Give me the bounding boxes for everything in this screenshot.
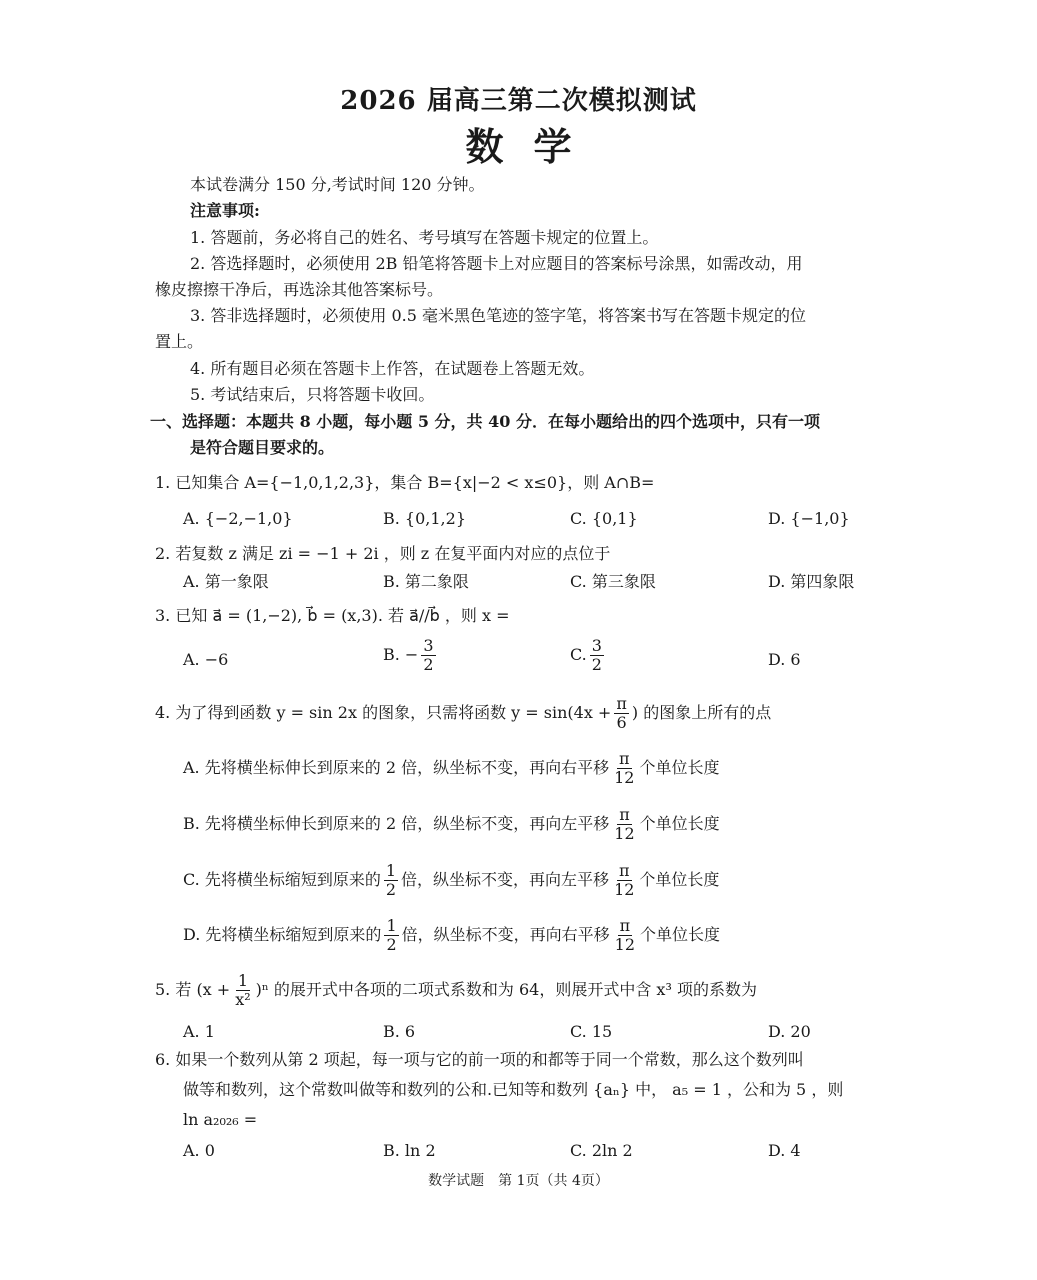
- stem-text: 5. 若 (x +: [155, 980, 231, 999]
- note-3-line-2: 置上。: [155, 332, 204, 351]
- denominator: 12: [614, 824, 635, 843]
- denominator: 2: [386, 935, 397, 954]
- option-text: 个单位长度: [639, 870, 720, 889]
- question-3-option-d: D. 6: [768, 650, 801, 669]
- numerator: π: [619, 749, 630, 768]
- question-1-option-a: A. {−2,−1,0}: [183, 509, 293, 528]
- option-text: 个单位长度: [639, 814, 720, 833]
- question-2-option-c: C. 第三象限: [570, 572, 656, 591]
- fraction: [233, 972, 252, 1009]
- stem-text: ) 的图象上所有的点: [631, 703, 772, 722]
- page-footer: 数学试题 第 1页（共 4页）: [428, 1173, 609, 1189]
- section-heading-line-1: 一、选择题：本题共 8 小题，每小题 5 分，共 40 分．在每小题给出的四个选项中，只有一项: [150, 412, 820, 431]
- question-1-option-d: D. {−1,0}: [768, 509, 850, 528]
- option-text: C. 先将横坐标缩短到原来的: [183, 870, 381, 889]
- note-1: 1. 答题前，务必将自己的姓名、考号填写在答题卡规定的位置上。: [190, 228, 659, 247]
- intro-line: 本试卷满分 150 分,考试时间 120 分钟。: [190, 175, 485, 194]
- subject-title: 数学: [465, 124, 602, 169]
- question-5-stem: [155, 972, 757, 1009]
- fraction: [384, 917, 398, 954]
- question-1-option-c: C. {0,1}: [570, 509, 638, 528]
- question-3-stem: 3. 已知 a⃗ = (1,−2), b⃗ = (x,3). 若 a⃗//b⃗ ，则 x =: [155, 606, 510, 625]
- question-6-line-1: 6. 如果一个数列从第 2 项起，每一项与它的前一项的和都等于同一个常数，那么这个数列叫: [155, 1050, 804, 1069]
- question-3-option-b: [383, 637, 439, 674]
- option-text: 倍，纵坐标不变，再向左平移: [401, 870, 610, 889]
- numerator: π: [618, 861, 630, 880]
- option-text: A. 先将横坐标伸长到原来的 2 倍，纵坐标不变，再向右平移: [183, 758, 610, 777]
- option-text: D. 先将横坐标缩短到原来的: [183, 925, 382, 944]
- question-2-stem: 2. 若复数 z 满足 zi = −1 + 2i ，则 z 在复平面内对应的点位于: [155, 544, 611, 563]
- question-6-option-b: B. ln 2: [383, 1141, 436, 1160]
- section-heading-line-2: 是符合题目要求的。: [190, 438, 335, 457]
- denominator: 2: [385, 880, 397, 899]
- numerator: 1: [386, 916, 397, 935]
- denominator: 6: [616, 713, 627, 732]
- note-3-line-1: 3. 答非选择题时，必须使用 0.5 毫米黑色笔迹的签字笔，将答案书写在答题卡规定的位: [190, 306, 806, 325]
- question-5-option-b: B. 6: [383, 1022, 416, 1041]
- fraction: [421, 637, 435, 674]
- fraction: [590, 637, 604, 674]
- question-2-option-b: B. 第二象限: [383, 572, 469, 591]
- question-6-line-3: ln a₂₀₂₆ =: [183, 1110, 258, 1129]
- fraction: [384, 862, 398, 899]
- denominator: 2: [591, 655, 602, 674]
- question-5-option-c: C. 15: [570, 1022, 613, 1041]
- denominator: 2: [423, 655, 434, 674]
- fraction: [612, 750, 636, 787]
- option-label: C.: [570, 645, 587, 664]
- option-text: 倍，纵坐标不变，再向右平移: [401, 925, 610, 944]
- question-2-option-a: A. 第一象限: [183, 572, 269, 591]
- denominator: 12: [614, 935, 635, 954]
- question-6-option-d: D. 4: [768, 1141, 801, 1160]
- fraction: [614, 695, 629, 732]
- numerator: 1: [237, 971, 249, 990]
- question-1-stem: 1. 已知集合 A={−1,0,1,2,3}，集合 B={x|−2 < x≤0}，则 A∩B=: [155, 473, 655, 492]
- notes-title: 注意事项:: [190, 201, 260, 220]
- stem-text: 4. 为了得到函数 y = sin 2x 的图象，只需将函数 y = sin(4x +: [155, 703, 612, 722]
- option-label: B. −: [383, 645, 419, 664]
- numerator: π: [619, 916, 631, 935]
- question-3-option-c: [570, 637, 607, 674]
- numerator: π: [619, 805, 630, 824]
- question-3-option-a: A. −6: [183, 650, 229, 669]
- numerator: 3: [423, 636, 434, 655]
- stem-text: )ⁿ 的展开式中各项的二项式系数和为 64，则展开式中含 x³ 项的系数为: [255, 980, 757, 999]
- question-1-option-b: B. {0,1,2}: [383, 509, 466, 528]
- question-4-option-a: [183, 750, 719, 787]
- option-text: B. 先将横坐标伸长到原来的 2 倍，纵坐标不变，再向左平移: [183, 814, 610, 833]
- question-6-option-a: A. 0: [183, 1141, 215, 1160]
- question-4-option-b: [183, 806, 720, 843]
- note-5: 5. 考试结束后，只将答题卡收回。: [190, 385, 435, 404]
- denominator: 12: [614, 880, 635, 899]
- note-2-line-1: 2. 答选择题时，必须使用 2B 铅笔将答题卡上对应题目的答案标号涂黑，如需改动，用: [190, 254, 803, 273]
- fraction: [612, 806, 636, 843]
- question-4-stem: [155, 695, 771, 732]
- note-2-line-2: 橡皮擦擦干净后，再选涂其他答案标号。: [155, 280, 444, 299]
- option-text: 个单位长度: [640, 925, 721, 944]
- denominator: 12: [614, 768, 635, 787]
- note-4: 4. 所有题目必须在答题卡上作答，在试题卷上答题无效。: [190, 359, 595, 378]
- question-4-option-c: [183, 862, 719, 899]
- question-6-option-c: C. 2ln 2: [570, 1141, 633, 1160]
- numerator: π: [616, 694, 627, 713]
- fraction: [612, 862, 636, 899]
- denominator: x²: [235, 990, 251, 1009]
- exam-title: 2026 届高三第二次模拟测试: [340, 86, 697, 116]
- numerator: 1: [385, 861, 397, 880]
- question-2-option-d: D. 第四象限: [768, 572, 855, 591]
- option-text: 个单位长度: [639, 758, 720, 777]
- question-4-option-d: [183, 917, 720, 954]
- question-5-option-a: A. 1: [183, 1022, 215, 1041]
- question-6-line-2: 做等和数列，这个常数叫做等和数列的公和.已知等和数列 {aₙ} 中， a₅ = 1 ，公和为 5 ，则: [183, 1080, 844, 1099]
- fraction: [613, 917, 637, 954]
- question-5-option-d: D. 20: [768, 1022, 811, 1041]
- numerator: 3: [591, 636, 602, 655]
